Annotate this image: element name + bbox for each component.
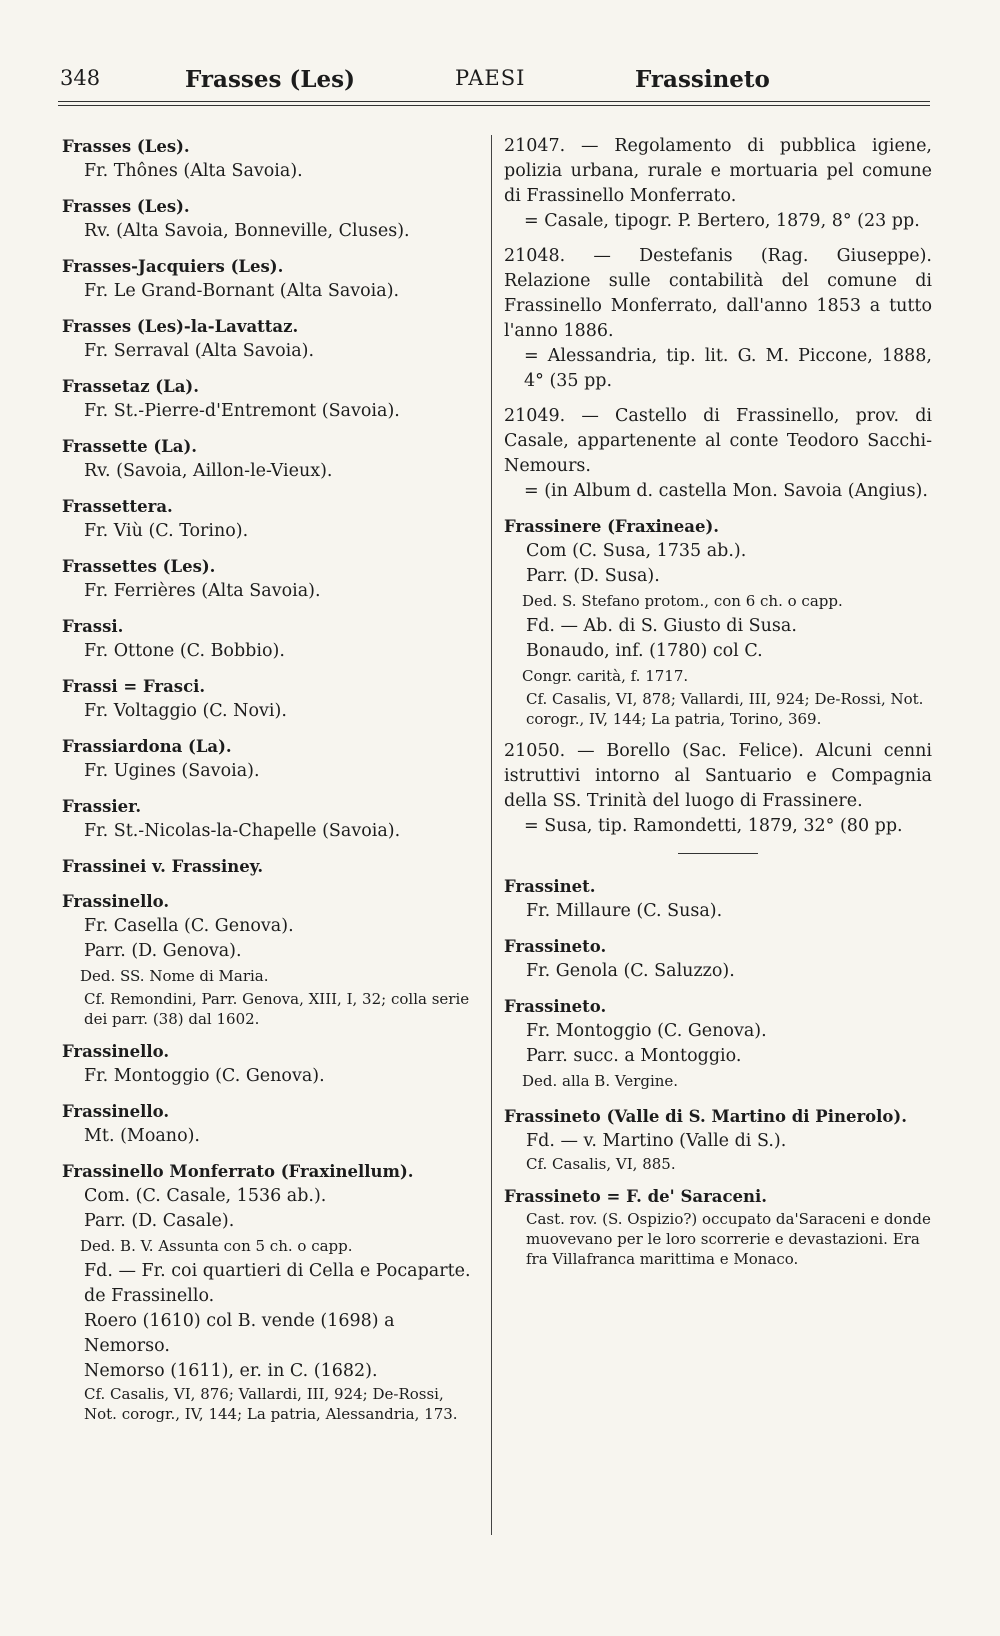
bibliography-record xyxy=(504,404,932,504)
entry-line: de Frassinello. xyxy=(84,1286,215,1306)
entry-heading: Frassinello. xyxy=(62,892,170,911)
entry-heading: Frassi. xyxy=(62,617,124,636)
entry-line: Fd. — v. Martino (Valle di S.). xyxy=(526,1131,787,1151)
entry-heading: Frassinello. xyxy=(62,1042,170,1061)
entry-line: Mt. (Moano). xyxy=(84,1126,200,1146)
header-center-title: PAESI xyxy=(455,66,526,90)
entry-line: Fr. Ugines (Savoia). xyxy=(84,761,260,781)
dedication-line: Ded. SS. Nome di Maria. xyxy=(80,967,269,985)
note-line: Congr. carità, f. 1717. xyxy=(522,667,689,685)
entry-line: Fr. St.-Pierre-d'Entremont (Savoia). xyxy=(84,401,400,421)
entry-line: Fr. Viù (C. Torino). xyxy=(84,521,249,541)
entry-line: Parr. succ. a Montoggio. xyxy=(526,1046,742,1066)
dedication-line: Ded. B. V. Assunta con 5 ch. o capp. xyxy=(80,1237,353,1255)
entry-heading: Frassinello. xyxy=(62,1102,170,1121)
entry-heading: Frasses (Les). xyxy=(62,197,190,216)
reference-note: Cf. Remondini, Parr. Genova, XIII, I, 32; colla serie dei parr. (38) dal 1602. xyxy=(84,990,470,1028)
gazetteer-entry xyxy=(62,434,480,484)
entry-line: Nemorso (1611), er. in C. (1682). xyxy=(84,1361,378,1381)
gazetteer-entry xyxy=(62,614,480,664)
entry-line: Fd. — Ab. di S. Giusto di Susa. xyxy=(526,616,797,636)
entry-line: Roero (1610) col B. vende (1698) a Nemorso. xyxy=(84,1311,395,1356)
entry-heading: Frassineto. xyxy=(504,997,607,1016)
entry-line: Parr. (D. Susa). xyxy=(526,566,660,586)
header-rule-bottom xyxy=(58,105,930,106)
record-text: 21049. — Castello di Frassinello, prov. di Casale, appartenente al conte Teodoro Sacchi-Nemours. xyxy=(504,406,932,476)
header-left-title: Frasses (Les) xyxy=(185,66,355,93)
gazetteer-entry xyxy=(62,254,480,304)
entry-line: Parr. (D. Genova). xyxy=(84,941,242,961)
gazetteer-entry xyxy=(62,794,480,844)
entry-heading: Frasses (Les)-la-Lavattaz. xyxy=(62,317,299,336)
gazetteer-entry xyxy=(504,1184,932,1269)
entry-heading: Frassineto = F. de' Saraceni. xyxy=(504,1187,768,1206)
header-right-title: Frassineto xyxy=(635,66,770,93)
section-separator xyxy=(678,853,758,854)
gazetteer-entry xyxy=(62,854,480,879)
gazetteer-entry xyxy=(62,889,480,1029)
entry-line: Rv. (Savoia, Aillon-le-Vieux). xyxy=(84,461,333,481)
entry-heading: Frassier. xyxy=(62,797,142,816)
entry-line: Fr. Ferrières (Alta Savoia). xyxy=(84,581,321,601)
entry-heading: Frassineto (Valle di S. Martino di Pinerolo). xyxy=(504,1107,907,1126)
entry-line: Com. (C. Casale, 1536 ab.). xyxy=(84,1186,327,1206)
reference-note: Cf. Casalis, VI, 876; Vallardi, III, 924; De-Rossi, Not. corogr., IV, 144; La patria, Alessandria, 173. xyxy=(84,1385,458,1423)
entry-heading: Frasses (Les). xyxy=(62,137,190,156)
entry-heading: Frassinei v. Frassiney. xyxy=(62,857,264,876)
entry-heading: Frassettes (Les). xyxy=(62,557,216,576)
reference-note: Cast. rov. (S. Ospizio?) occupato da'Saraceni e donde muovevano per le loro scorrerie e devastazioni. Era fra Villafranca marittima e Monaco. xyxy=(526,1210,931,1268)
gazetteer-entry xyxy=(62,734,480,784)
entry-heading: Frassineto. xyxy=(504,937,607,956)
gazetteer-entry xyxy=(504,934,932,984)
gazetteer-entry xyxy=(62,1159,480,1424)
entry-heading: Frassettera. xyxy=(62,497,173,516)
record-text: 21050. — Borello (Sac. Felice). Alcuni cenni istruttivi intorno al Santuario e Compagnia della SS. Trinità del luogo di Frassinere. xyxy=(504,741,932,811)
entry-heading: Frassetaz (La). xyxy=(62,377,199,396)
entry-heading: Frassinello Monferrato (Fraxinellum). xyxy=(62,1162,414,1181)
record-publication: = Casale, tipogr. P. Bertero, 1879, 8° (23 pp. xyxy=(524,211,920,231)
record-text: 21047. — Regolamento di pubblica igiene, polizia urbana, rurale e mortuaria pel comune di Frassinello Monferrato. xyxy=(504,136,932,206)
entry-line: Bonaudo, inf. (1780) col C. xyxy=(526,641,763,661)
gazetteer-entry xyxy=(504,514,932,729)
entry-line: Fr. Le Grand-Bornant (Alta Savoia). xyxy=(84,281,400,301)
gazetteer-entry xyxy=(62,674,480,724)
dedication-line: Ded. alla B. Vergine. xyxy=(522,1072,679,1090)
bibliography-record xyxy=(504,739,932,839)
gazetteer-entry xyxy=(62,194,480,244)
bibliography-record xyxy=(504,134,932,234)
entry-line: Com (C. Susa, 1735 ab.). xyxy=(526,541,747,561)
entry-heading: Frassiardona (La). xyxy=(62,737,232,756)
gazetteer-entry xyxy=(62,1099,480,1149)
dedication-line: Ded. S. Stefano protom., con 6 ch. o capp. xyxy=(522,592,843,610)
gazetteer-entry xyxy=(62,134,480,184)
entry-line: Fr. Serraval (Alta Savoia). xyxy=(84,341,315,361)
entry-line: Fd. — Fr. coi quartieri di Cella e Pocaparte. xyxy=(84,1261,471,1281)
entry-heading: Frassinere (Fraxineae). xyxy=(504,517,720,536)
record-publication: = (in Album d. castella Mon. Savoia (Angius). xyxy=(524,481,928,501)
record-publication: = Susa, tip. Ramondetti, 1879, 32° (80 pp. xyxy=(524,816,903,836)
reference-note: Cf. Casalis, VI, 878; Vallardi, III, 924; De-Rossi, Not. corogr., IV, 144; La patria, Torino, 369. xyxy=(526,690,924,728)
running-header xyxy=(60,66,935,98)
gazetteer-entry xyxy=(62,374,480,424)
entry-line: Fr. Thônes (Alta Savoia). xyxy=(84,161,303,181)
page-number: 348 xyxy=(60,66,101,90)
entry-line: Fr. Montoggio (C. Genova). xyxy=(84,1066,325,1086)
gazetteer-entry xyxy=(62,1039,480,1089)
bibliography-record xyxy=(504,244,932,394)
header-rule-top xyxy=(58,101,930,102)
entry-line: Fr. Casella (C. Genova). xyxy=(84,916,294,936)
entry-line: Parr. (D. Casale). xyxy=(84,1211,235,1231)
gazetteer-entry xyxy=(62,494,480,544)
gazetteer-entry xyxy=(504,1104,932,1174)
gazetteer-entry xyxy=(504,994,932,1094)
entry-heading: Frassette (La). xyxy=(62,437,198,456)
reference-note: Cf. Casalis, VI, 885. xyxy=(526,1155,676,1173)
entry-line: Fr. Montoggio (C. Genova). xyxy=(526,1021,767,1041)
entry-line: Fr. Genola (C. Saluzzo). xyxy=(526,961,735,981)
entry-line: Fr. St.-Nicolas-la-Chapelle (Savoia). xyxy=(84,821,401,841)
right-column xyxy=(504,134,932,1279)
record-publication: = Alessandria, tip. lit. G. M. Piccone, 1888, 4° (35 pp. xyxy=(524,346,932,391)
entry-line: Fr. Voltaggio (C. Novi). xyxy=(84,701,287,721)
entry-line: Fr. Millaure (C. Susa). xyxy=(526,901,723,921)
column-divider xyxy=(491,135,492,1535)
left-column xyxy=(62,134,480,1434)
entry-line: Rv. (Alta Savoia, Bonneville, Cluses). xyxy=(84,221,410,241)
entry-heading: Frasses-Jacquiers (Les). xyxy=(62,257,284,276)
gazetteer-entry xyxy=(62,554,480,604)
gazetteer-entry xyxy=(62,314,480,364)
record-text: 21048. — Destefanis (Rag. Giuseppe). Relazione sulle contabilità del comune di Frassinello Monferrato, dall'anno 1853 a tutto l'anno 1886. xyxy=(504,246,932,341)
entry-heading: Frassinet. xyxy=(504,877,596,896)
entry-heading: Frassi = Frasci. xyxy=(62,677,206,696)
gazetteer-entry xyxy=(504,874,932,924)
entry-line: Fr. Ottone (C. Bobbio). xyxy=(84,641,285,661)
